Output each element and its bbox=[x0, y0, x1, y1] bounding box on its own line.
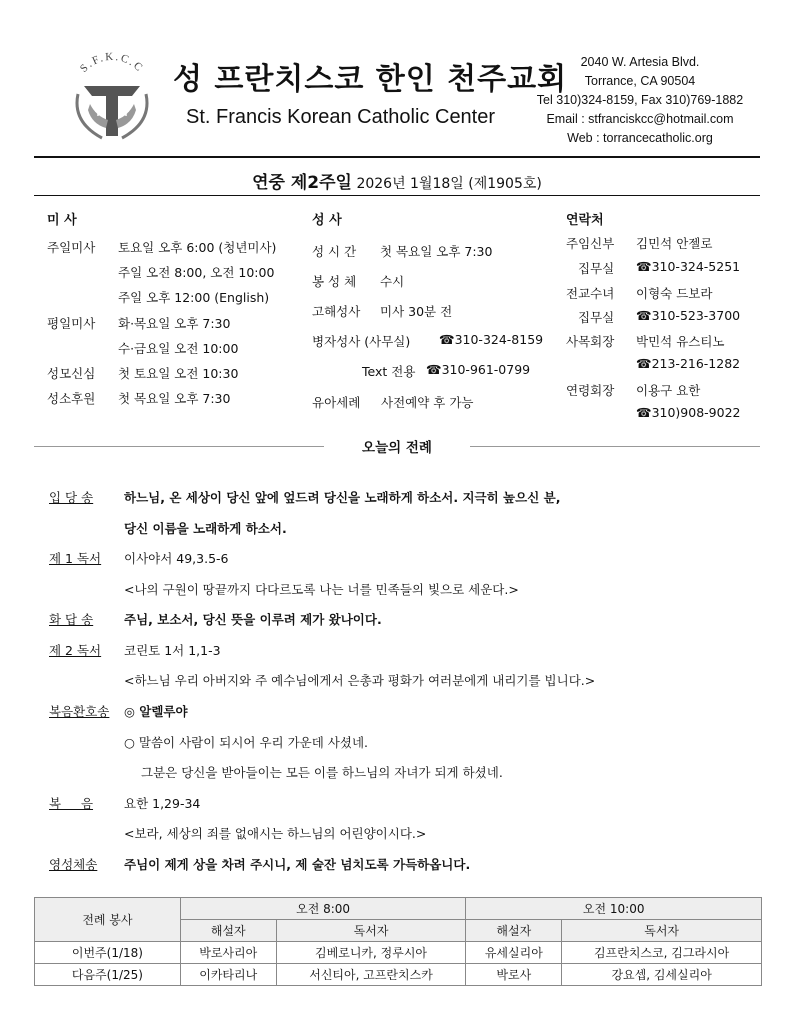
psalm-text: 주님, 보소서, 당신 뜻을 이루려 제가 왔나이다. bbox=[124, 612, 382, 627]
sacraments-heading: 성 사 bbox=[312, 213, 342, 228]
header-rule bbox=[34, 156, 760, 158]
sunday-date: 2026년 1월18일 (제1905호) bbox=[356, 176, 542, 192]
entrance-antiphon-text-2: 당신 이름을 노래하게 하소서. bbox=[124, 521, 287, 536]
contact-label: 연령회장 bbox=[566, 383, 615, 398]
contact-value: 박민석 유스티노 bbox=[636, 334, 725, 349]
website[interactable]: Web : torrancecatholic.org bbox=[567, 131, 713, 145]
contact-label: 전교수녀 bbox=[566, 286, 615, 301]
liturgy-service-table bbox=[34, 897, 762, 986]
table-cell: 서신티아, 고프란치스카 bbox=[276, 964, 466, 986]
address-city: Torrance, CA 90504 bbox=[584, 74, 696, 88]
mass-label: 성소후원 bbox=[47, 391, 96, 406]
entrance-antiphon-label: 입 당 송 bbox=[49, 490, 94, 505]
contact-value: 이형숙 드보라 bbox=[636, 286, 713, 301]
sacrament-phone: ☎310-961-0799 bbox=[426, 362, 531, 377]
mass-label: 평일미사 bbox=[47, 316, 96, 331]
sacrament-label: 고해성사 bbox=[312, 304, 361, 319]
contact-label: 집무실 bbox=[578, 310, 615, 325]
alleluia-verse-1: ○ 말씀이 사람이 되시어 우리 가운데 사셨네. bbox=[124, 735, 368, 750]
sacrament-value: 첫 목요일 오후 7:30 bbox=[380, 244, 493, 259]
sunday-name: 연중 제2주일 bbox=[252, 173, 352, 193]
gospel-text: <보라, 세상의 죄를 없애시는 하느님의 어린양이시다.> bbox=[124, 826, 427, 841]
contact-phone: ☎213-216-1282 bbox=[636, 356, 741, 371]
contact-phone: ☎310)908-9022 bbox=[636, 405, 741, 420]
communion-antiphon-text: 주님이 제게 상을 차려 주시니, 제 술잔 넘치도록 가득하옵니다. bbox=[124, 857, 471, 872]
sacrament-value: 미사 30분 전 bbox=[380, 304, 453, 319]
table-cell: 강요셉, 김세실리아 bbox=[562, 964, 762, 986]
liturgy-heading: 오늘의 전례 bbox=[362, 440, 432, 456]
mass-value: 첫 목요일 오후 7:30 bbox=[118, 391, 231, 406]
sacrament-value: 수시 bbox=[380, 274, 405, 289]
table-header-mass-2: 오전 10:00 bbox=[466, 898, 762, 920]
contact-phone: ☎310-523-3700 bbox=[636, 308, 741, 323]
table-cell: 박로사리아 bbox=[180, 942, 276, 964]
parish-title-korean: 성 프란치스코 한인 천주교회 bbox=[173, 62, 568, 97]
sacrament-label: 병자성사 (사무실) bbox=[312, 334, 411, 349]
gospel-ref: 요한 1,29-34 bbox=[124, 796, 201, 811]
banner-rule bbox=[34, 195, 760, 196]
phone-fax: Tel 310)324-8159, Fax 310)769-1882 bbox=[536, 93, 744, 107]
table-header-lector: 독서자 bbox=[562, 920, 762, 942]
mass-heading: 미 사 bbox=[47, 213, 77, 228]
contact-address-block bbox=[520, 53, 760, 148]
alleluia-label: 복음환호송 bbox=[49, 704, 110, 719]
sacrament-label: Text 전용 bbox=[362, 364, 416, 379]
contact-label: 집무실 bbox=[578, 261, 615, 276]
table-cell: 박로사 bbox=[466, 964, 562, 986]
mass-value: 화·목요일 오후 7:30 bbox=[118, 316, 231, 331]
sacrament-value: 사전예약 후 가능 bbox=[381, 395, 474, 410]
second-reading-ref: 코린토 1서 1,1-3 bbox=[124, 643, 221, 658]
table-cell: 김프란치스코, 김그라시아 bbox=[562, 942, 762, 964]
contact-value: 이용구 요한 bbox=[636, 383, 701, 398]
entrance-antiphon-text: 하느님, 온 세상이 당신 앞에 엎드려 당신을 노래하게 하소서. 지극히 높으신 분, bbox=[124, 490, 561, 505]
table-row bbox=[35, 942, 762, 964]
svg-text:S.F.K.C.C bbox=[78, 51, 146, 75]
email[interactable]: Email : stfranciskcc@hotmail.com bbox=[546, 112, 734, 126]
second-reading-label: 제 2 독서 bbox=[49, 643, 102, 658]
first-reading-text: <나의 구원이 땅끝까지 다다르도록 나는 너를 민족들의 빛으로 세운다.> bbox=[124, 582, 519, 597]
mass-label: 성모신심 bbox=[47, 366, 96, 381]
sacrament-label: 유아세례 bbox=[312, 395, 361, 410]
table-cell: 유세실리아 bbox=[466, 942, 562, 964]
contact-value: 김민석 안젤로 bbox=[636, 236, 713, 251]
table-header-commentator: 해설자 bbox=[466, 920, 562, 942]
alleluia-text: ◎ 알렐루야 bbox=[124, 704, 188, 719]
table-cell: 이카타리나 bbox=[180, 964, 276, 986]
second-reading-text: <하느님 우리 아버지와 주 예수님에게서 은총과 평화가 여러분에게 내리기를 빕니다.> bbox=[124, 673, 596, 688]
gospel-label: 복 음 bbox=[49, 796, 94, 811]
table-row bbox=[35, 964, 762, 986]
mass-label: 주일미사 bbox=[47, 240, 96, 255]
table-corner: 전례 봉사 bbox=[35, 898, 181, 942]
mass-value: 주일 오후 12:00 (English) bbox=[118, 290, 270, 305]
contacts-heading: 연락처 bbox=[566, 213, 604, 228]
table-header-mass-1: 오전 8:00 bbox=[180, 898, 466, 920]
sacrament-label: 봉 성 체 bbox=[312, 274, 357, 289]
logo-text: S.F.K.C.C bbox=[77, 50, 146, 75]
table-header-commentator: 해설자 bbox=[180, 920, 276, 942]
parish-title-english: St. Francis Korean Catholic Center bbox=[186, 106, 496, 128]
communion-antiphon-label: 영성체송 bbox=[49, 857, 98, 872]
mass-value: 토요일 오후 6:00 (청년미사) bbox=[118, 240, 277, 255]
mass-value: 주일 오전 8:00, 오전 10:00 bbox=[118, 265, 275, 280]
sacrament-phone: ☎310-324-8159 bbox=[439, 332, 544, 347]
address-line: 2040 W. Artesia Blvd. bbox=[580, 55, 700, 69]
contact-label: 사목회장 bbox=[566, 334, 615, 349]
contact-label: 주임신부 bbox=[566, 236, 615, 251]
table-header-lector: 독서자 bbox=[276, 920, 466, 942]
table-cell-week: 다음주(1/25) bbox=[35, 964, 181, 986]
alleluia-verse-2: 그분은 당신을 받아들이는 모든 이를 하느님의 자녀가 되게 하셨네. bbox=[141, 765, 503, 780]
sacrament-label: 성 시 간 bbox=[312, 244, 357, 259]
table-cell-week: 이번주(1/18) bbox=[35, 942, 181, 964]
sunday-banner bbox=[0, 168, 794, 193]
mass-value: 첫 토요일 오전 10:30 bbox=[118, 366, 239, 381]
contact-phone: ☎310-324-5251 bbox=[636, 259, 741, 274]
table-cell: 김베로니카, 정루시아 bbox=[276, 942, 466, 964]
parish-logo bbox=[62, 44, 162, 144]
first-reading-label: 제 1 독서 bbox=[49, 551, 102, 566]
mass-value: 수·금요일 오전 10:00 bbox=[118, 341, 239, 356]
first-reading-ref: 이사야서 49,3.5-6 bbox=[124, 551, 229, 566]
psalm-label: 화 답 송 bbox=[49, 612, 94, 627]
